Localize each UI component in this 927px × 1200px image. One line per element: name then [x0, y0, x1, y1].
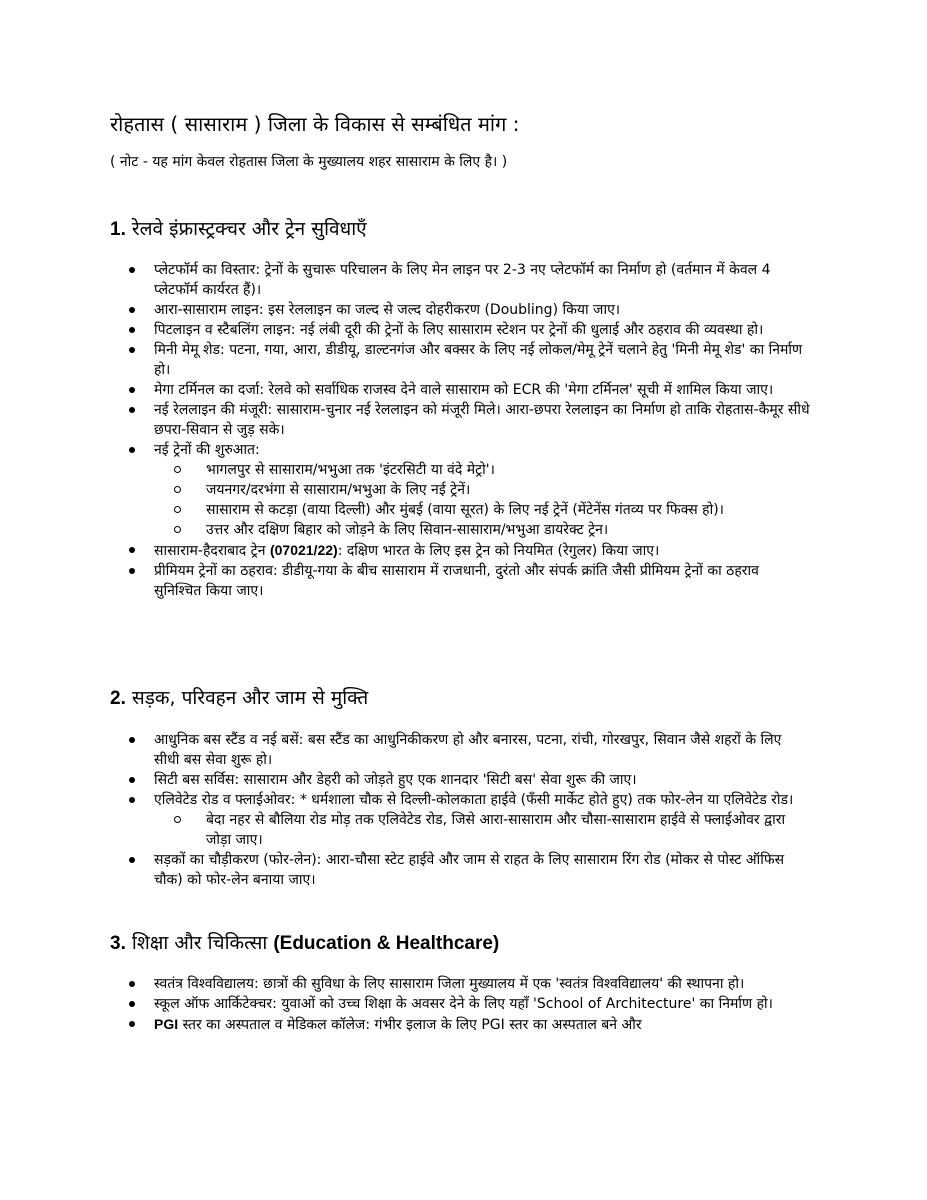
list-item: सड़कों का चौड़ीकरण (फोर-लेन): आरा-चौसा स्टेट हाईवे और जाम से राहत के लिए सासाराम रिंग रोड (मोकर से पोस्ट ऑफिस चौक) को फोर-लेन बनाया जाए। — [110, 850, 810, 890]
bullet-icon — [129, 857, 135, 863]
document-title: रोहतास ( सासाराम ) जिला के विकास से सम्बंधित मांग : — [110, 112, 520, 136]
section-heading-railway — [110, 216, 367, 243]
bullet-icon — [129, 568, 135, 574]
section-number: 2. — [110, 688, 126, 709]
list-item: नई ट्रेनों की शुरुआत: भागलपुर से सासाराम/भभुआ तक 'इंटरसिटी या वंदे मेट्रो'। जयनगर/दरभंगा से सासाराम/भभुआ के लिए नई ट्रेनें। सासाराम से कटड़ा (वाया दिल्ली) और मुंबई (वाया सूरत) के लिए नई ट्रेनें (मेंटेनेंस गंतव्य पर फिक्स हो)। उत्तर और दक्षिण बिहार को जोड़ने के लिए सिवान-सासाराम/भभुआ डायरेक्ट ट्रेन। — [110, 440, 810, 540]
list-item: सासाराम-हैदराबाद ट्रेन (07021/22): दक्षिण भारत के लिए इस ट्रेन को नियमित (रेगुलर) किया जाए। — [110, 540, 810, 561]
hollow-bullet-icon — [174, 506, 181, 513]
sub-list-item: सासाराम से कटड़ा (वाया दिल्ली) और मुंबई (वाया सूरत) के लिए नई ट्रेनें (मेंटेनेंस गंतव्य पर फिक्स हो)। — [154, 500, 810, 520]
bullet-icon — [129, 267, 135, 273]
bullet-icon — [129, 307, 135, 313]
list-item: PGI स्तर का अस्पताल व मेडिकल कॉलेज: गंभीर इलाज के लिए PGI स्तर का अस्पताल बने और — [110, 1014, 810, 1035]
bullet-icon — [129, 1001, 135, 1007]
bullet-icon — [129, 387, 135, 393]
sub-list-item: बेदा नहर से बौलिया रोड मोड़ तक एलिवेटेड रोड, जिसे आरा-सासाराम और चौसा-सासाराम हाईवे से फ्लाईओवर द्वारा जोड़ा जाए। — [154, 810, 810, 850]
list-item: स्वतंत्र विश्वविद्यालय: छात्रों की सुविधा के लिए सासाराम जिला मुख्यालय में एक 'स्वतंत्र विश्वविद्यालय' की स्थापना हो। — [110, 974, 810, 994]
bullet-icon — [129, 407, 135, 413]
education-demands-list — [110, 974, 810, 1035]
list-item: आरा-सासाराम लाइन: इस रेललाइन का जल्द से जल्द दोहरीकरण (Doubling) किया जाए। — [110, 300, 810, 320]
bullet-icon — [129, 347, 135, 353]
bullet-icon — [129, 447, 135, 453]
bullet-icon — [129, 547, 135, 553]
bullet-icon — [129, 981, 135, 987]
road-demands-list — [110, 730, 810, 890]
list-item: मिनी मेमू शेड: पटना, गया, आरा, डीडीयू, डाल्टनगंज और बक्सर के लिए नई लोकल/मेमू ट्रेनें चलाने हेतु 'मिनी मेमू शेड' का निर्माण हो। — [110, 340, 810, 380]
bullet-icon — [129, 777, 135, 783]
list-item: पिटलाइन व स्टैबलिंग लाइन: नई लंबी दूरी की ट्रेनों के लिए सासाराम स्टेशन पर ट्रेनों की धुलाई और ठहराव की व्यवस्था हो। — [110, 320, 810, 340]
section-number: 1. — [110, 219, 126, 240]
list-item: नई रेललाइन की मंजूरी: सासाराम-चुनार नई रेललाइन को मंजूरी मिले। आरा-छपरा रेललाइन का निर्माण हो ताकि रोहतास-कैमूर सीधे छपरा-सिवान से जुड़ सके। — [110, 400, 810, 440]
document-note: ( नोट - यह मांग केवल रोहतास जिला के मुख्यालय शहर सासाराम के लिए है। ) — [110, 154, 508, 170]
hollow-bullet-icon — [174, 466, 181, 473]
sub-list-item: उत्तर और दक्षिण बिहार को जोड़ने के लिए सिवान-सासाराम/भभुआ डायरेक्ट ट्रेन। — [154, 520, 810, 540]
list-item: प्लेटफॉर्म का विस्तार: ट्रेनों के सुचारू परिचालन के लिए मेन लाइन पर 2-3 नए प्लेटफॉर्म का निर्माण हो (वर्तमान में केवल 4 प्लेटफॉर्म कार्यरत हैं)। — [110, 260, 810, 300]
list-item: प्रीमियम ट्रेनों का ठहराव: डीडीयू-गया के बीच सासाराम में राजधानी, दुरंतो और संपर्क क्रांति जैसी प्रीमियम ट्रेनों का ठहराव सुनिश्चित किया जाए। — [110, 561, 810, 601]
hollow-bullet-icon — [174, 816, 181, 823]
bullet-icon — [129, 797, 135, 803]
list-item: मेगा टर्मिनल का दर्जा: रेलवे को सर्वाधिक राजस्व देने वाले सासाराम को ECR की 'मेगा टर्मिनल' सूची में शामिल किया जाए। — [110, 380, 810, 400]
bullet-icon — [129, 1021, 135, 1027]
section-title: रेलवे इंफ्रास्ट्रक्चर और ट्रेन सुविधाएँ — [131, 218, 367, 240]
section-title-english: (Education & Healthcare) — [273, 933, 500, 954]
section-title: सड़क, परिवहन और जाम से मुक्ति — [131, 687, 369, 709]
section-heading-roads — [110, 685, 368, 712]
sub-list-item: भागलपुर से सासाराम/भभुआ तक 'इंटरसिटी या वंदे मेट्रो'। — [154, 460, 810, 480]
list-item: स्कूल ऑफ आर्किटेक्चर: युवाओं को उच्च शिक्षा के अवसर देने के लिए यहाँ 'School of Architecture' का निर्माण हो। — [110, 994, 810, 1014]
list-item: सिटी बस सर्विस: सासाराम और डेहरी को जोड़ते हुए एक शानदार 'सिटी बस' सेवा शुरू की जाए। — [110, 770, 810, 790]
section-title: शिक्षा और चिकित्सा — [131, 932, 268, 954]
hollow-bullet-icon — [174, 526, 181, 533]
list-item: आधुनिक बस स्टैंड व नई बसें: बस स्टैंड का आधुनिकीकरण हो और बनारस, पटना, रांची, गोरखपुर, सिवान जैसे शहरों के लिए सीधी बस सेवा शुरू हो। — [110, 730, 810, 770]
bullet-icon — [129, 327, 135, 333]
sub-list-item: जयनगर/दरभंगा से सासाराम/भभुआ के लिए नई ट्रेनें। — [154, 480, 810, 500]
hollow-bullet-icon — [174, 486, 181, 493]
list-item: एलिवेटेड रोड व फ्लाईओवर: * धर्मशाला चौक से दिल्ली-कोलकाता हाईवे (फँसी मार्केट होते हुए) तक फोर-लेन या एलिवेटेड रोड। बेदा नहर से बौलिया रोड मोड़ तक एलिवेटेड रोड, जिसे आरा-सासाराम और चौसा-सासाराम हाईवे से फ्लाईओवर द्वारा जोड़ा जाए। — [110, 790, 810, 850]
bullet-icon — [129, 737, 135, 743]
elevated-road-sublist — [154, 810, 810, 850]
new-trains-sublist — [154, 460, 810, 540]
section-number: 3. — [110, 933, 126, 954]
railway-demands-list — [110, 260, 810, 601]
section-heading-education — [110, 930, 499, 957]
